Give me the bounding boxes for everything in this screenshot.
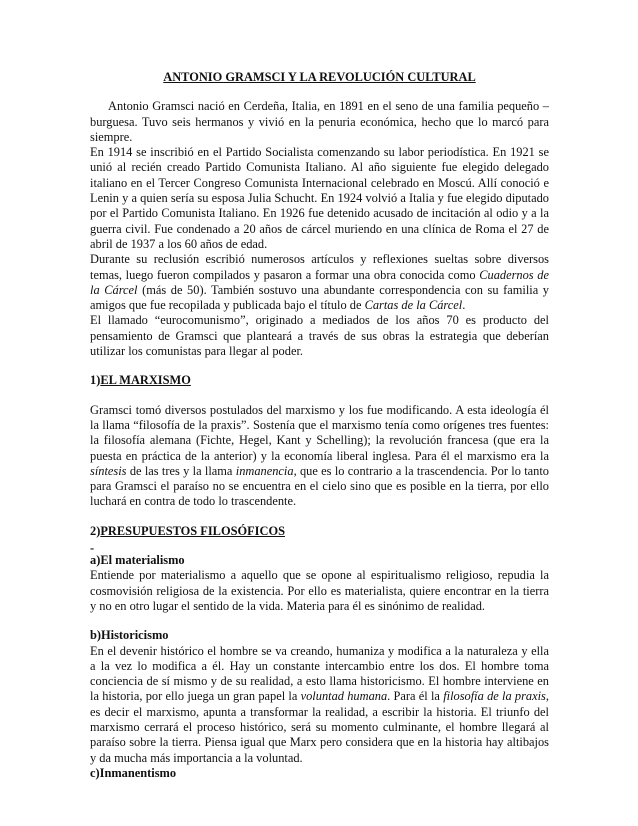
intro-paragraph-3 [90, 252, 549, 313]
text-run: En el devenir histórico el hombre se va creando, humaniza y modifica a la naturaleza y ella a la vez lo modifica a él. Hay un constante intercambio entre los dos. El hombre toma conciencia de sí mismo y de su realidad, a esto llama historicismo. El hombre interviene en la historia, por ello juega un gran papel la [90, 643, 549, 704]
text-run: de las tres y la llama [126, 463, 236, 478]
subsection-paragraph-historicismo [90, 644, 549, 766]
text-run: , es decir el marxismo, apunta a transformar la realidad, a escribir la historia. El triunfo del marxismo cerrará el proceso histórico, será su momento culminante, el hombre llegará al paraíso sobre la tierra. Piensa igual que Marx pero considera que en la historia hay altibajos y da mucha más importancia a la voluntad. [90, 689, 549, 765]
emphasis-voluntad: voluntad humana [300, 689, 388, 704]
subsection-paragraph-materialismo: Entiende por materialismo a aquello que se opone al espiritualismo religioso, repudia la cosmovisión religiosa de la existencia. Por ello es materialista, quiere encontrar en la tierra y no en otro lugar el sentido de la vida. Materia para él es sinónimo de realidad. [90, 568, 549, 613]
section-paragraph-marxismo [90, 403, 549, 510]
emphasis-sintesis: síntesis [90, 463, 127, 478]
text-run: (más de 50). También sostuvo una abundante correspondencia con su familia y amigos que fue recopilada y publicada bajo el título de [90, 282, 549, 313]
spacer [90, 614, 549, 628]
subsection-title-inmanentismo: c)Inmanentismo [90, 765, 177, 780]
spacer [90, 389, 549, 403]
bullet-mark: - [90, 541, 95, 556]
section-number: 2) [90, 523, 101, 538]
section-title: PRESUPUESTOS FILOSÓFICOS [100, 523, 285, 538]
section-heading-marxismo [90, 373, 549, 388]
text-run: Gramsci tomó diversos postulados del marxismo y los fue modificando. A esta ideología él la llama “filosofía de la praxis”. Sostenía que el marxismo tenía como orígenes tres fuentes: la filosofía alemana (Fichte, Hegel, Kant y Schelling); la revolución francesa (que era la puesta en práctica de la anterior) y la economía liberal inglesa. Para él el marxismo era la [90, 402, 549, 463]
section-title: EL MARXISMO [100, 373, 191, 388]
section-heading-presupuestos [90, 524, 549, 539]
intro-paragraph-4: El llamado “eurocomunismo”, originado a mediados de los años 70 es producto del pensamiento de Gramsci que planteará a través de sus obras la estrategia que deberían utilizar los comunistas para llegar al poder. [90, 313, 549, 359]
section-number: 1) [90, 373, 101, 388]
book-title-cuadernos: Cuadernos de la Cárcel [90, 267, 549, 297]
text-run: . Para él la [387, 689, 444, 704]
intro-paragraph-2: En 1914 se inscribió en el Partido Socialista comenzando su labor periodística. En 1921 se unió al recién creado Partido Comunista Italiano. Al año siguiente fue elegido delegado italiano en el Tercer Congreso Comunista Internacional celebrado en Moscú. Allí conoció e Lenin y a quien sería su esposa Julia Schucht. En 1924 volvió a Italia y fue elegido diputado por el Partido Comunista Italiano. En 1926 fue detenido acusado de incitación al odio y a la guerra civil. Fue condenado a 20 años de cárcel muriendo en una clínica de Roma el 27 de abril de 1937 a los 60 años de edad. [90, 145, 549, 251]
document-title: ANTONIO GRAMSCI Y LA REVOLUCIÓN CULTURAL [163, 70, 476, 84]
intro-paragraph-1: Antonio Gramsci nació en Cerdeña, Italia, en 1891 en el seno de una familia pequeño – burguesa. Tuvo seis hermanos y vivió en la penuria económica, hecho que lo marcó para siempre. [90, 99, 549, 144]
subsection-title-historicismo: b)Historicismo [90, 628, 169, 643]
emphasis-inmanencia: inmanencia [235, 463, 294, 478]
subsection-title-materialismo: a)El materialismo [90, 553, 185, 568]
text-run: , que es lo contrario a la trascendencia. Por lo tanto para Gramsci el paraíso no se encuentra en el cielo sino que es posible en la tierra, por ello luchará en contra de todo lo trascendente. [90, 463, 549, 509]
document-page [90, 70, 549, 781]
text-run: . [462, 298, 466, 313]
text-run: Durante su reclusión escribió numerosos artículos y reflexiones sueltas sobre diversos temas, luego fueron compilados y pasaron a formar una obra conocida como [90, 252, 549, 282]
emphasis-praxis: filosofía de la praxis [443, 689, 546, 704]
book-title-cartas: Cartas de la Cárcel [364, 298, 463, 313]
